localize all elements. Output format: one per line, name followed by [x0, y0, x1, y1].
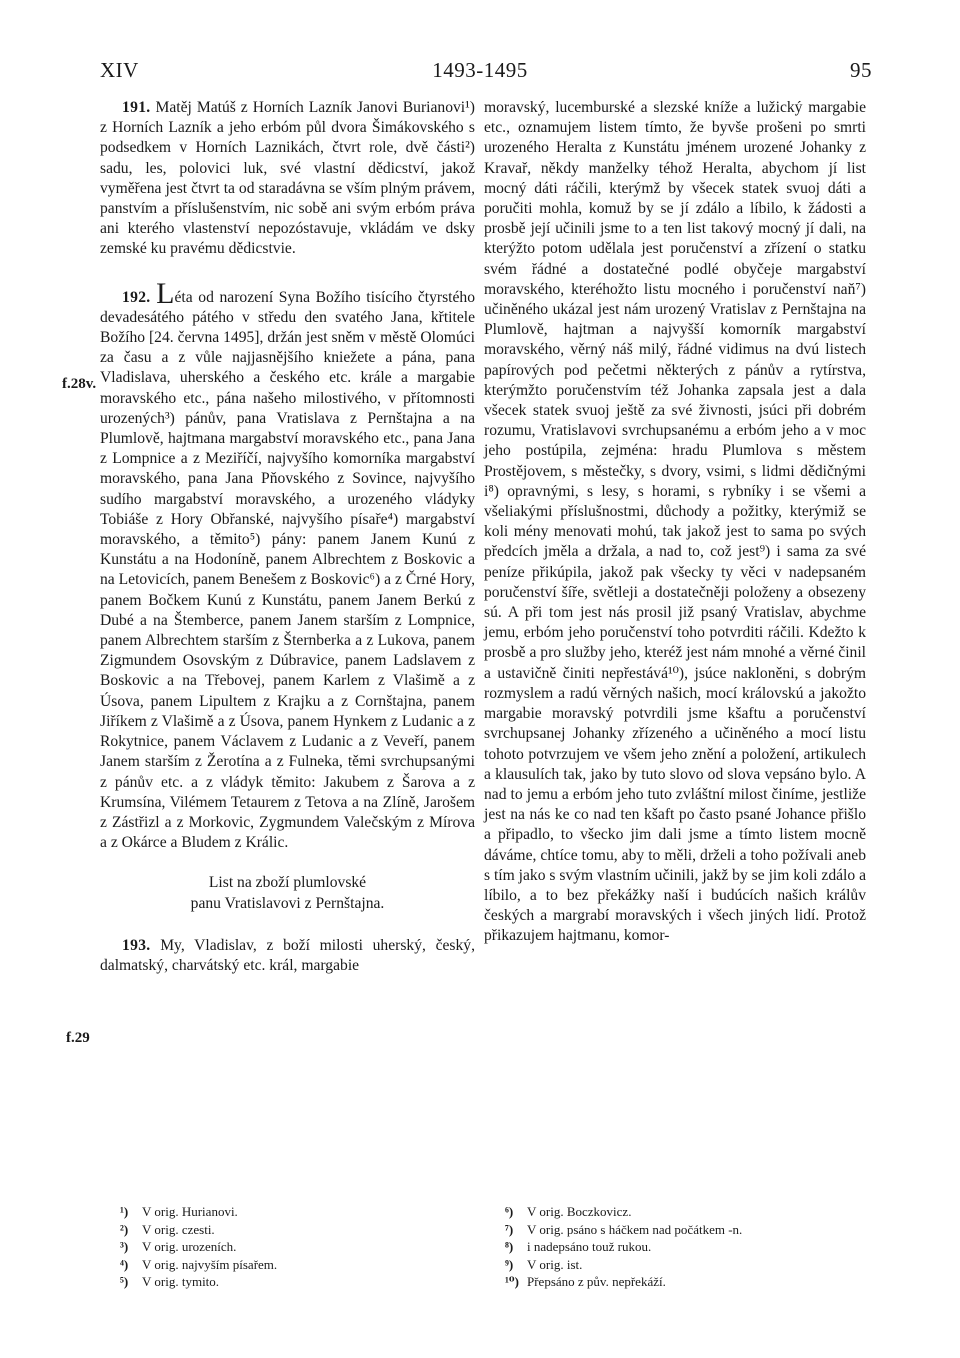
- title-line-1: List na zboží plumlovské: [208, 874, 367, 892]
- folio-note-29: f.29: [66, 1030, 90, 1046]
- footnote-mark: ⁹): [505, 1256, 514, 1272]
- entry-text: My, Vladislav, z boží milosti uherský, český, dalmatský, charvátský etc. král, margabie: [100, 936, 475, 974]
- footnote-mark: ⁵): [120, 1274, 129, 1289]
- footnote: [120, 1221, 450, 1239]
- page-number: 95: [850, 58, 872, 82]
- footnote-text: V orig. tymito.: [142, 1274, 220, 1289]
- entry-text: Matěj Matúš z Horních Lazník Janovi Burianovi¹) z Horních Lazník a jeho erbóm půl dvora Šimákovského s podsedkem v Horních Laznikách, čtvrt role, dvě části²) sadu, les, polovici luk, své vlastní dědicství, jakož vyměřena jest čtvrt ta od staradávna se vším plným právem, panstvím a příslušenstvím, nic sobě ani svým erbóm práva ani kterého vlastenství nepozóstavuje, vkládám ve dsky zemské ku pravému dědicstvie.: [100, 99, 475, 258]
- footnote-text: Přepsáno z pův. nepřekáží.: [527, 1274, 666, 1289]
- footnote: [505, 1203, 865, 1221]
- footnote-text: V orig. ist.: [527, 1256, 583, 1272]
- footnote-text: V orig. psáno s háčkem nad počátkem -n.: [527, 1221, 743, 1237]
- footnote-text: V orig. czesti.: [142, 1221, 215, 1237]
- footnote-mark: ⁶): [505, 1204, 514, 1219]
- entry-192: [100, 276, 475, 854]
- footnote-text: V orig. Hurianovi.: [142, 1204, 238, 1219]
- footnotes-left: [120, 1203, 450, 1291]
- footnotes-right: [505, 1203, 865, 1291]
- footnote: [505, 1221, 865, 1239]
- right-column: [484, 98, 866, 947]
- footnote-mark: ⁸): [505, 1239, 514, 1254]
- entry-193-continuation: moravský, lucemburské a slezské kníže a lužický margabie etc., oznamujem listem tímto, že byvše prošeni po smrti urozeného Heralta z Kunstátu jménem urozené Johanky z Kravař, někdy manželky téhož Heralta, abychom jí list mocný dáti ráčili, kterýmž by všecek statek svuoj dáti a poručiti mohla, komuž by se jí zdálo a líbilo, k žádosti a prosbě její učinili jsme to a ten list takový mocný jí dali, na kterýžto potom udělala jest poručenství a zřízení o statku svém řádné a dostatečné podlé obyčeje margabství moravského, kteréhožto listu mocného i poručenství naň⁷) učiněného ukázal jest nám urozený Vratislav z Pernštajna na Plumlově, hajtman a najvyšší komorník margabství moravského, věrný náš milý, řádné vidimus na dvú listech papírových pod pečetmi některých z pánův a rytírstva, kterýmžto poručenstvím též Johanka zapsala jest a dala všecek statek svuoj ještě za své živnosti, jsúci při dobrém rozumu, Vratislavovi svrchupsanému a erbóm jeho a v moc jeho postúpila, zejména: hradu Plumlova s městem Prostějovem, s městečky, s dvory, vsimi, s lidmi dědičnými i⁸) opravnými, s lesy, s horami, s rybníky i se všemi a všeliakými příslušnostmi, důchody a požitky, kterýmiž se koli mény menovati mohú, tak jakož jest to sama po svých předcích jměla a držala, a nad to, což jest⁹) i sama za své peníze přikúpila, jakož pak všecky ty věci v nadepsaném poručenství šíře, světleji a dostatečněji položeny a obsezeny sú. A při tom jest nás prosil již psaný Vratislav, abychme jemu, erbóm jeho poručenství toho potvrditi ráčili. Kdežto k prosbě a pro služby jeho, kteréž jest nám mnohé a věrné činil a ustavičně činiti nepřestává¹⁰), jsúce nakloněni, s dobrým rozmyslem a radú věrných našich, mocí královskú a jakožto margabie moravský potvrdili jsme kšaftu a poručenství svrchupsanej Johanky zřízeného a učiněného a mocí listu tohoto potvrzujem ve všem jeho znění a položení, artikulech a klausulích tak, jako by tuto slovo od slova vepsáno bylo. A nad to jemu a erbóm jeho tuto zvláštní milost činíme, jestliže jest na nás ke co nad ten kšaft po často psané Johance přišlo a připadlo, to všecko jim dali jsme a tímto listem mocně dáváme, chtíce tomu, aby to měli, drželi a toho požívali aneb s tím jako s svým vlastním učinili, jakž by se jim koli zdálo a líbilo, a to bez překážky naší i budúcích našich králův českých a margrabí moravských i všech jiných lidí. Protož přikazujem hajtmanu, komor-: [484, 99, 867, 945]
- footnote: [120, 1256, 450, 1274]
- footnote-mark: ³): [120, 1239, 129, 1254]
- footnote: [505, 1256, 865, 1274]
- footnote-text: i nadepsáno touž rukou.: [527, 1239, 652, 1254]
- footnote: [505, 1238, 865, 1256]
- entry-number: 191.: [122, 99, 151, 116]
- footnote: [505, 1273, 865, 1291]
- title-line-2: panu Vratislavovi z Pernštajna.: [190, 894, 385, 912]
- footnote: [120, 1273, 450, 1291]
- entry-191: [100, 98, 475, 260]
- entry-number: 192.: [122, 288, 151, 306]
- footnote-mark: ⁷): [505, 1221, 514, 1237]
- footnote: [120, 1203, 450, 1221]
- footnote-mark: ⁴): [120, 1256, 129, 1272]
- drop-cap: L: [156, 276, 175, 310]
- footnote-text: V orig. Boczkovicz.: [527, 1204, 632, 1219]
- entry-193: [100, 936, 475, 976]
- year-range-header: 1493-1495: [432, 58, 528, 82]
- footnote: [120, 1238, 450, 1256]
- footnote-mark: ¹⁰): [505, 1274, 519, 1289]
- footnote-text: V orig. najvyším písařem.: [142, 1256, 278, 1272]
- footnote-mark: ²): [120, 1221, 129, 1237]
- folio-note-28v: f.28v.: [62, 376, 97, 392]
- entry-text: éta od narození Syna Božího tisícího čtyrstého devadesátého pátého v středu den svatého Jana, křtitele Božího [24. června 1495], držán jest sněm v městě Olomúci za času a z vůle najjasnějšího kniežete a pána, pana Vladislava, uherského a českého etc. krále a margabie moravského etc., pána našeho milostivého, v přítomnosti urozených³) pánův, pana Vratislava z Pernštajna a na Plumlově, hajtmana margabství moravského etc., pana Jana z Lompnice a z Meziříčí, najvyšího komorníka margabství moravského, pana Jana Pňovského z Sovince, najvyšího sudího margabství moravského, a urozeného vládyky Tobiáše z Hory Obřanské, najvyšího písaře⁴) margabství moravského, a těmito⁵) pány: panem Janem Kunú z Kunstátu a na Hodoníně, panem Albrechtem z Boskovic a na Letovicích, panem Benešem z Boskovic⁶) a z Črné Hory, panem Bočkem Kunú z Kunstátu, panem Janem Berkú z Dubé a na Štemberce, panem Janem starším z Lompnice, panem Albrechtem starším z Šternberka a z Lukova, panem Zigmundem Osovským z Dúbravice, panem Ladslavem z Boskovic a na Třebovej, panem Karlem z Vlašimě a z Úsova, panem Lipultem z Krajku a z Cornštajna, panem Jiříkem z Vlašimě a z Úsova, panem Hynkem z Ludanic a z Rokytnice, panem Václavem z Ludanic a z Veveří, panem Janem starším z Žerotína a z Fulneka, těmi svrchupsanými z pánův etc. a z vládyk těmito: Jakubem z Šarova a z Krumsína, Vilémem Tetaurem z Tetova a na Zlíně, Jarošem z Zástřizl a z Morkovic, Zygmundem Valečským z Mírova a z Okárce a Bludem z Králic.: [100, 288, 475, 852]
- chapter-numeral: XIV: [100, 58, 139, 82]
- document-title: [100, 873, 475, 913]
- entry-number: 193.: [122, 936, 151, 954]
- left-column: [100, 98, 475, 976]
- footnote-text: V orig. urozeních.: [142, 1239, 237, 1254]
- footnote-mark: ¹): [120, 1204, 129, 1219]
